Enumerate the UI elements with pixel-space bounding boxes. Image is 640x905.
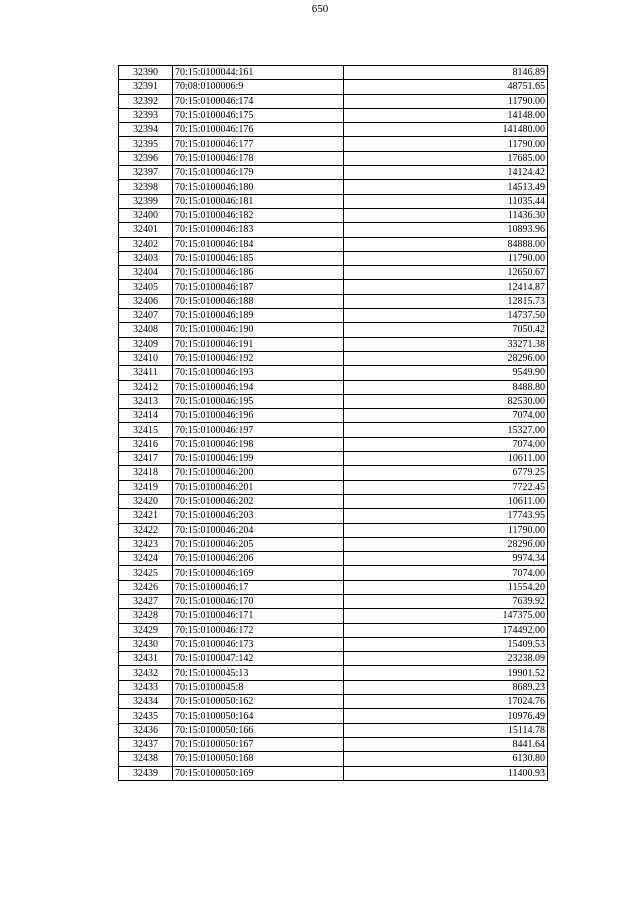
row-number-cell: 32417 (119, 452, 173, 466)
table-row (119, 423, 548, 437)
value-cell: 10893.96 (344, 223, 548, 237)
table-row (119, 666, 548, 680)
value-cell: 6130.80 (344, 752, 548, 766)
row-number-cell: 32409 (119, 337, 173, 351)
table-row (119, 637, 548, 651)
cadastral-code-cell: 70:15:0100046:198 (173, 437, 344, 451)
value-cell: 11790.00 (344, 94, 548, 108)
table-row (119, 623, 548, 637)
cadastral-code-cell: 70:15:0100046:206 (173, 552, 344, 566)
cadastral-code-cell: 70:15:0100046:180 (173, 180, 344, 194)
row-number-cell: 32430 (119, 637, 173, 651)
cadastral-code-cell: 70:15:0100046:176 (173, 123, 344, 137)
cadastral-code-cell: 70:15:0100046:203 (173, 509, 344, 523)
table-row (119, 366, 548, 380)
value-cell: 11790.00 (344, 251, 548, 265)
value-cell: 17024.76 (344, 695, 548, 709)
value-cell: 11790.00 (344, 137, 548, 151)
cadastral-code-cell: 70:15:0100045:8 (173, 680, 344, 694)
value-cell: 11400.93 (344, 766, 548, 780)
table-row (119, 266, 548, 280)
value-cell: 33271.38 (344, 337, 548, 351)
row-number-cell: 32414 (119, 409, 173, 423)
value-cell: 7722.45 (344, 480, 548, 494)
row-number-cell: 32423 (119, 537, 173, 551)
value-cell: 9974.34 (344, 552, 548, 566)
cadastral-code-cell: 70:15:0100046:184 (173, 237, 344, 251)
table-row (119, 695, 548, 709)
table-row (119, 652, 548, 666)
row-number-cell: 32421 (119, 509, 173, 523)
table-row (119, 180, 548, 194)
cadastral-code-cell: 70:15:0100046:202 (173, 494, 344, 508)
value-cell: 11790.00 (344, 523, 548, 537)
table-row (119, 737, 548, 751)
value-cell: 8441.64 (344, 737, 548, 751)
cadastral-code-cell: 70:15:0100046:189 (173, 309, 344, 323)
cadastral-code-cell: 70:15:0100050:164 (173, 709, 344, 723)
value-cell: 6779.25 (344, 466, 548, 480)
table-row (119, 94, 548, 108)
table-row (119, 123, 548, 137)
cadastral-code-cell: 70:15:0100046:17 (173, 580, 344, 594)
cadastral-code-cell: 70:15:0100046:171 (173, 609, 344, 623)
table-row (119, 594, 548, 608)
table-row (119, 194, 548, 208)
value-cell: 17685.00 (344, 151, 548, 165)
cadastral-code-cell: 70:15:0100046:195 (173, 394, 344, 408)
row-number-cell: 32428 (119, 609, 173, 623)
table-row (119, 280, 548, 294)
table-row (119, 437, 548, 451)
cadastral-code-cell: 70:15:0100046:170 (173, 594, 344, 608)
cadastral-code-cell: 70:08:0100006:9 (173, 80, 344, 94)
table-row (119, 452, 548, 466)
value-cell: 7639.92 (344, 594, 548, 608)
value-cell: 8689.23 (344, 680, 548, 694)
value-cell: 141480.00 (344, 123, 548, 137)
value-cell: 15114.78 (344, 723, 548, 737)
value-cell: 10611.00 (344, 494, 548, 508)
data-table (118, 65, 548, 781)
table-row (119, 580, 548, 594)
cadastral-code-cell: 70:15:0100046:186 (173, 266, 344, 280)
row-number-cell: 32425 (119, 566, 173, 580)
value-cell: 82530.00 (344, 394, 548, 408)
row-number-cell: 32418 (119, 466, 173, 480)
cadastral-code-cell: 70:15:0100046:196 (173, 409, 344, 423)
row-number-cell: 32432 (119, 666, 173, 680)
cadastral-code-cell: 70:15:0100046:173 (173, 637, 344, 651)
value-cell: 15409.53 (344, 637, 548, 651)
table-row (119, 766, 548, 780)
table-row (119, 237, 548, 251)
table-row (119, 466, 548, 480)
value-cell: 11035.44 (344, 194, 548, 208)
table-row (119, 309, 548, 323)
value-cell: 12414.87 (344, 280, 548, 294)
row-number-cell: 32427 (119, 594, 173, 608)
row-number-cell: 32395 (119, 137, 173, 151)
cadastral-code-cell: 70:15:0100046:193 (173, 366, 344, 380)
table-row (119, 151, 548, 165)
row-number-cell: 32433 (119, 680, 173, 694)
row-number-cell: 32410 (119, 351, 173, 365)
row-number-cell: 32413 (119, 394, 173, 408)
row-number-cell: 32394 (119, 123, 173, 137)
row-number-cell: 32408 (119, 323, 173, 337)
table-row (119, 208, 548, 222)
cadastral-code-cell: 70:15:0100046:201 (173, 480, 344, 494)
cadastral-code-cell: 70:15:0100046:194 (173, 380, 344, 394)
cadastral-code-cell: 70:15:0100046:199 (173, 452, 344, 466)
cadastral-code-cell: 70:15:0100046:191 (173, 337, 344, 351)
value-cell: 23238.09 (344, 652, 548, 666)
table-row (119, 380, 548, 394)
cadastral-code-cell: 70:15:0100050:168 (173, 752, 344, 766)
cadastral-code-cell: 70:15:0100046:183 (173, 223, 344, 237)
row-number-cell: 32435 (119, 709, 173, 723)
row-number-cell: 32436 (119, 723, 173, 737)
row-number-cell: 32431 (119, 652, 173, 666)
value-cell: 12815.73 (344, 294, 548, 308)
table-row (119, 294, 548, 308)
table-row (119, 323, 548, 337)
table-row (119, 709, 548, 723)
cadastral-code-cell: 70:15:0100046:182 (173, 208, 344, 222)
value-cell: 48751.65 (344, 80, 548, 94)
table-row (119, 394, 548, 408)
row-number-cell: 32402 (119, 237, 173, 251)
row-number-cell: 32396 (119, 151, 173, 165)
cadastral-code-cell: 70:15:0100046:187 (173, 280, 344, 294)
cadastral-code-cell: 70:15:0100046:175 (173, 108, 344, 122)
table-row (119, 680, 548, 694)
table-row (119, 752, 548, 766)
row-number-cell: 32415 (119, 423, 173, 437)
row-number-cell: 32404 (119, 266, 173, 280)
table-row (119, 351, 548, 365)
value-cell: 7074.00 (344, 566, 548, 580)
table-row (119, 223, 548, 237)
table-row (119, 166, 548, 180)
row-number-cell: 32390 (119, 66, 173, 80)
table-row (119, 609, 548, 623)
row-number-cell: 32392 (119, 94, 173, 108)
cadastral-code-cell: 70:15:0100046:192 (173, 351, 344, 365)
cadastral-code-cell: 70:15:0100045:13 (173, 666, 344, 680)
row-number-cell: 32401 (119, 223, 173, 237)
value-cell: 12650.67 (344, 266, 548, 280)
value-cell: 14737.50 (344, 309, 548, 323)
cadastral-code-cell: 70:15:0100050:166 (173, 723, 344, 737)
value-cell: 28296.00 (344, 537, 548, 551)
row-number-cell: 32439 (119, 766, 173, 780)
cadastral-code-cell: 70:15:0100046:204 (173, 523, 344, 537)
value-cell: 174492.00 (344, 623, 548, 637)
value-cell: 9549.90 (344, 366, 548, 380)
value-cell: 10976.49 (344, 709, 548, 723)
value-cell: 11554.20 (344, 580, 548, 594)
value-cell: 14513.49 (344, 180, 548, 194)
row-number-cell: 32416 (119, 437, 173, 451)
row-number-cell: 32393 (119, 108, 173, 122)
table-row (119, 537, 548, 551)
cadastral-code-cell: 70:15:0100046:181 (173, 194, 344, 208)
row-number-cell: 32405 (119, 280, 173, 294)
value-cell: 19901.52 (344, 666, 548, 680)
table-row (119, 80, 548, 94)
table-row (119, 108, 548, 122)
row-number-cell: 32424 (119, 552, 173, 566)
row-number-cell: 32412 (119, 380, 173, 394)
cadastral-code-cell: 70:15:0100046:188 (173, 294, 344, 308)
page-number: 650 (311, 3, 329, 15)
table-row (119, 337, 548, 351)
row-number-cell: 32399 (119, 194, 173, 208)
row-number-cell: 32398 (119, 180, 173, 194)
table-row (119, 494, 548, 508)
cadastral-code-cell: 70:15:0100046:197 (173, 423, 344, 437)
table-row (119, 509, 548, 523)
row-number-cell: 32438 (119, 752, 173, 766)
table-row (119, 66, 548, 80)
cadastral-code-cell: 70:15:0100046:178 (173, 151, 344, 165)
row-number-cell: 32391 (119, 80, 173, 94)
row-number-cell: 32400 (119, 208, 173, 222)
table-row (119, 409, 548, 423)
row-number-cell: 32420 (119, 494, 173, 508)
row-number-cell: 32422 (119, 523, 173, 537)
row-number-cell: 32419 (119, 480, 173, 494)
table-row (119, 723, 548, 737)
table-row (119, 566, 548, 580)
table-row (119, 251, 548, 265)
cadastral-code-cell: 70:15:0100044:161 (173, 66, 344, 80)
cadastral-code-cell: 70:15:0100046:177 (173, 137, 344, 151)
row-number-cell: 32407 (119, 309, 173, 323)
value-cell: 10611.00 (344, 452, 548, 466)
value-cell: 84888.00 (344, 237, 548, 251)
table-body (119, 66, 548, 781)
row-number-cell: 32406 (119, 294, 173, 308)
table-row (119, 523, 548, 537)
value-cell: 7074.00 (344, 437, 548, 451)
cadastral-code-cell: 70:15:0100047:142 (173, 652, 344, 666)
value-cell: 147375.00 (344, 609, 548, 623)
value-cell: 17743.95 (344, 509, 548, 523)
value-cell: 8146.89 (344, 66, 548, 80)
cadastral-code-cell: 70:15:0100046:190 (173, 323, 344, 337)
cadastral-code-cell: 70:15:0100050:162 (173, 695, 344, 709)
value-cell: 14148.00 (344, 108, 548, 122)
row-number-cell: 32429 (119, 623, 173, 637)
cadastral-code-cell: 70:15:0100046:205 (173, 537, 344, 551)
row-number-cell: 32411 (119, 366, 173, 380)
table-row (119, 552, 548, 566)
table-row (119, 137, 548, 151)
value-cell: 28296.00 (344, 351, 548, 365)
cadastral-code-cell: 70:15:0100046:172 (173, 623, 344, 637)
row-number-cell: 32434 (119, 695, 173, 709)
value-cell: 11436.30 (344, 208, 548, 222)
row-number-cell: 32403 (119, 251, 173, 265)
value-cell: 15327.00 (344, 423, 548, 437)
cadastral-code-cell: 70:15:0100046:169 (173, 566, 344, 580)
cadastral-code-cell: 70:15:0100046:174 (173, 94, 344, 108)
row-number-cell: 32437 (119, 737, 173, 751)
cadastral-code-cell: 70:15:0100050:167 (173, 737, 344, 751)
value-cell: 7074.00 (344, 409, 548, 423)
cadastral-code-cell: 70:15:0100046:179 (173, 166, 344, 180)
cadastral-code-cell: 70:15:0100046:185 (173, 251, 344, 265)
cadastral-code-cell: 70:15:0100046:200 (173, 466, 344, 480)
row-number-cell: 32426 (119, 580, 173, 594)
value-cell: 14124.42 (344, 166, 548, 180)
row-number-cell: 32397 (119, 166, 173, 180)
table-row (119, 480, 548, 494)
value-cell: 8488.80 (344, 380, 548, 394)
cadastral-code-cell: 70:15:0100050:169 (173, 766, 344, 780)
value-cell: 7050.42 (344, 323, 548, 337)
